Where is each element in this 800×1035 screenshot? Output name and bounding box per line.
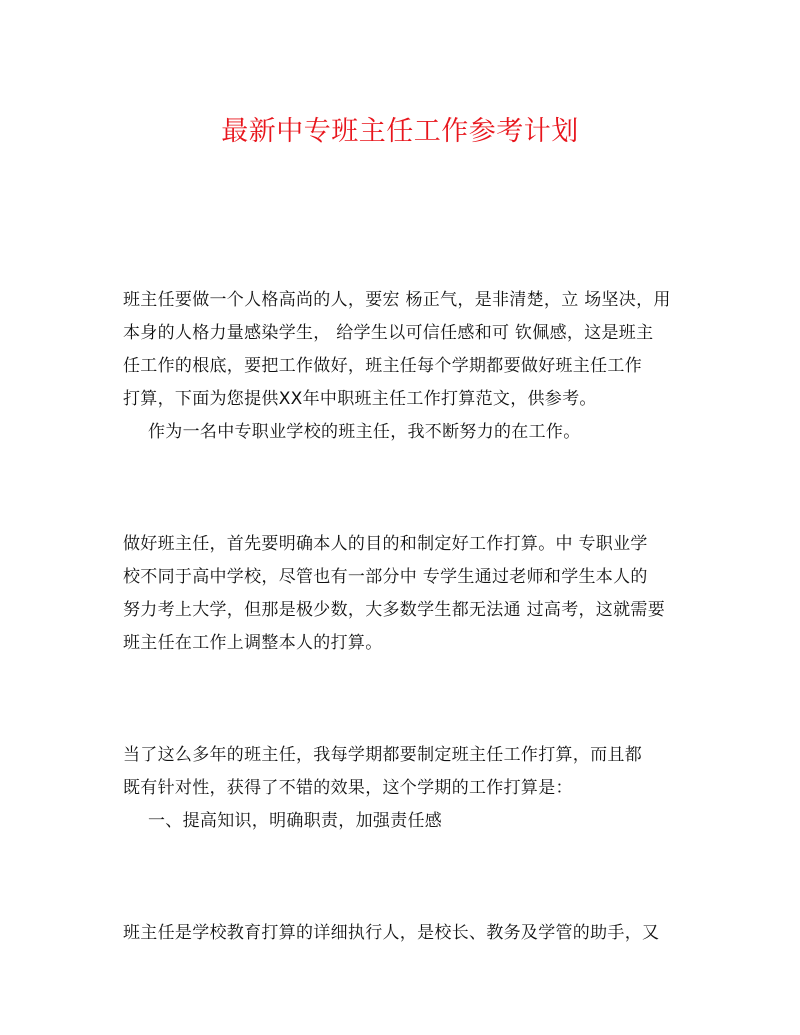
paragraph-line: 努力考上大学，但那是极少数，大多数学生都无法通 过高考，这就需要 bbox=[123, 600, 666, 620]
document-title: 最新中专班主任工作参考计划 bbox=[221, 116, 579, 147]
paragraph-line: 做好班主任，首先要明确本人的目的和制定好工作打算。中 专职业学 bbox=[123, 534, 648, 554]
paragraph-line: 班主任要做一个人格高尚的人，要宏 杨正气，是非清楚，立 场坚决，用 bbox=[123, 290, 671, 310]
paragraph-line: 班主任在工作上调整本人的打算。 bbox=[123, 633, 383, 653]
paragraph-line: 班主任是学校教育打算的详细执行人，是校长、教务及学管的助手，又 bbox=[123, 923, 660, 943]
paragraph-line: 既有针对性，获得了不错的效果，这个学期的工作打算是： bbox=[123, 778, 573, 798]
paragraph-line: 打算，下面为您提供XX年中职班主任工作打算范文，供参考。 bbox=[123, 389, 597, 409]
paragraph-line: 校不同于高中学校，尽管也有一部分中 专学生通过老师和学生本人的 bbox=[123, 567, 648, 587]
paragraph-line: 当了这么多年的班主任，我每学期都要制定班主任工作打算，而且都 bbox=[123, 745, 642, 765]
paragraph-line: 本身的人格力量感染学生， 给学生以可信任感和可 钦佩感，这是班主 bbox=[123, 323, 654, 343]
section-heading: 一、提高知识，明确职责，加强责任感 bbox=[148, 811, 443, 831]
paragraph-line: 作为一名中专职业学校的班主任，我不断努力的在工作。 bbox=[148, 422, 581, 442]
paragraph-line: 任工作的根底，要把工作做好，班主任每个学期都要做好班主任工作 bbox=[123, 356, 642, 376]
